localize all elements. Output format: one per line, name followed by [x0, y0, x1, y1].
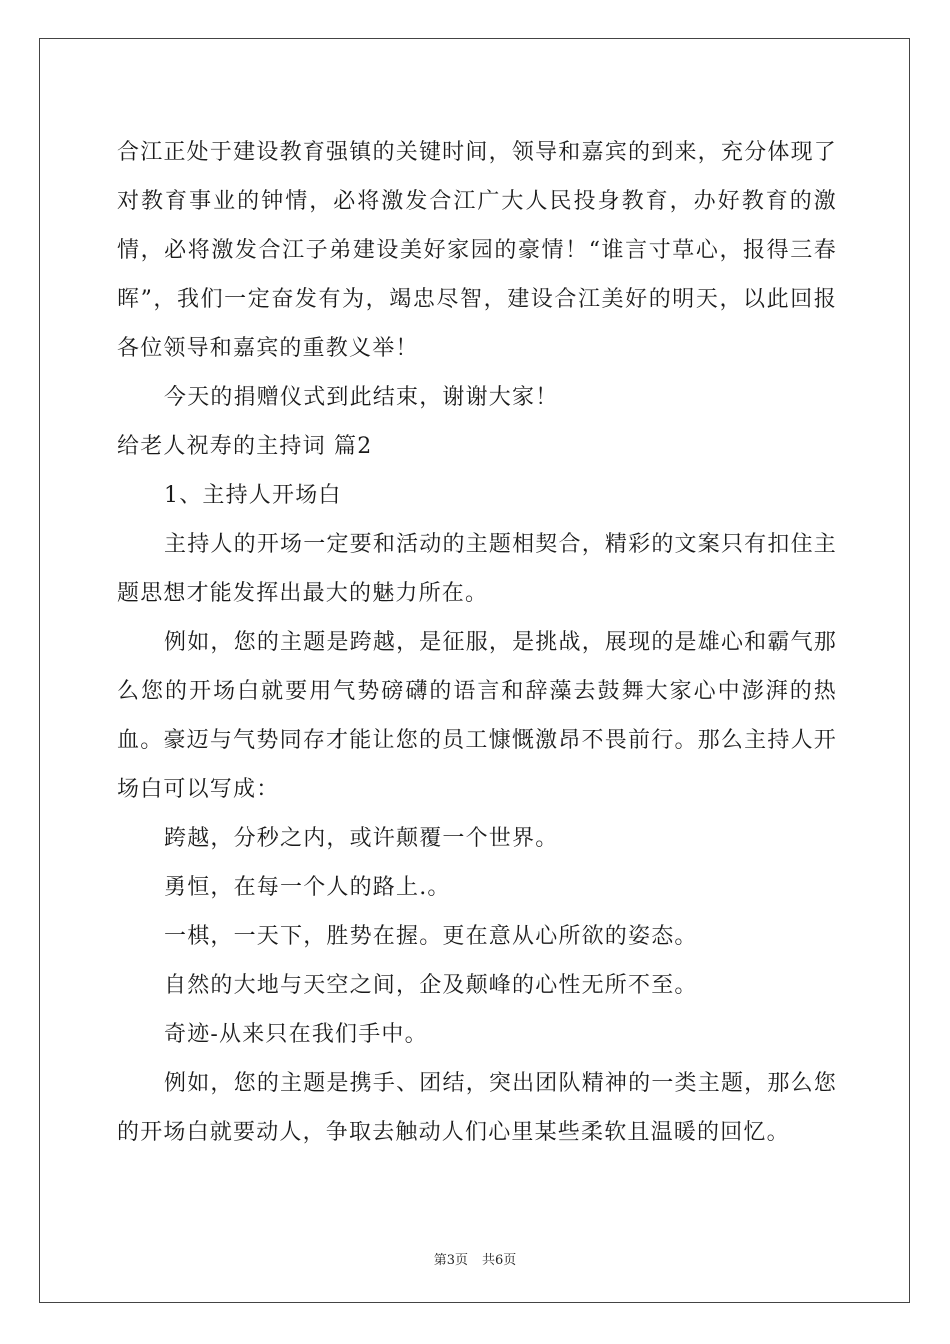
page-footer [0, 1249, 950, 1268]
paragraph: 奇迹-从来只在我们手中。 [164, 1022, 428, 1047]
page-number: 第3页 [433, 1253, 468, 1268]
paragraph: 勇恒，在每一个人的路上.。 [164, 875, 451, 900]
document-body [117, 128, 837, 1157]
paragraph: 合江正处于建设教育强镇的关键时间，领导和嘉宾的到来，充分体现了对教育事业的钟情，必将激发合江广大人民投身教育，办好教育的激情，必将激发合江子弟建设美好家园的豪情！“谁言寸草心，报得三春晖”，我们一定奋发有为，竭忠尽智，建设合江美好的明天，以此回报各位领导和嘉宾的重教义举！ [117, 140, 837, 361]
paragraph: 跨越，分秒之内，或许颠覆一个世界。 [164, 826, 559, 851]
paragraph: 例如，您的主题是携手、团结，突出团队精神的一类主题，那么您的开场白就要动人，争取去触动人们心里某些柔软且温暖的回忆。 [117, 1071, 837, 1145]
paragraph: 1、主持人开场白 [164, 483, 342, 508]
paragraph: 今天的捐赠仪式到此结束，谢谢大家！ [164, 385, 559, 410]
paragraph: 自然的大地与天空之间，企及颠峰的心性无所不至。 [164, 973, 698, 998]
paragraph: 一棋，一天下，胜势在握。更在意从心所欲的姿态。 [164, 924, 698, 949]
section-heading: 给老人祝寿的主持词 篇2 [117, 434, 373, 459]
paragraph: 主持人的开场一定要和活动的主题相契合，精彩的文案只有扣住主题思想才能发挥出最大的魅力所在。 [117, 532, 837, 606]
paragraph: 例如，您的主题是跨越，是征服，是挑战，展现的是雄心和霸气那么您的开场白就要用气势磅礴的语言和辞藻去鼓舞大家心中澎湃的热血。豪迈与气势同存才能让您的员工慷慨激昂不畏前行。那么主持人开场白可以写成： [117, 630, 837, 802]
page-total: 共6页 [482, 1253, 517, 1268]
